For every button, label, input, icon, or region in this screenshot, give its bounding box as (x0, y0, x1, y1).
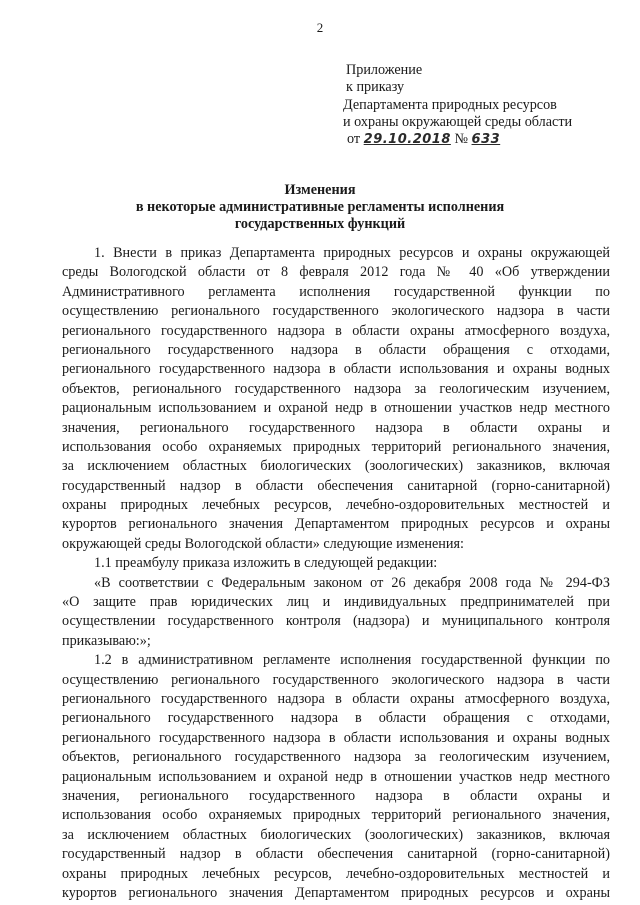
body-line: Административного регламента исполнения государственной функции по (62, 283, 610, 300)
body-line: за исключением областных биологических (зоологических) заказников, включая (62, 826, 610, 843)
document-body (62, 244, 610, 903)
body-line: объектов, регионального государственного надзора за геологическим изучением, (62, 749, 610, 766)
body-line: использования особо охраняемых природных территорий регионального значения, (62, 438, 610, 455)
body-line: объектов, регионального государственного надзора за геологическим изучением, (62, 380, 610, 397)
title-line: в некоторые административные регламенты исполнения (135, 199, 505, 215)
body-line: осуществлению регионального государственного экологического надзора в части (62, 671, 610, 688)
body-line: регионального государственного надзора в области охраны атмосферного воздуха, (62, 690, 610, 707)
body-line: среды Вологодской области от 8 февраля 2012 года № 40 «Об утверждении (62, 264, 610, 281)
body-line: курортов регионального значения Департаментом природных ресурсов и охраны (62, 516, 610, 533)
body-line: приказываю:»; (62, 632, 151, 649)
order-date: 29.10.2018 (363, 132, 451, 148)
order-date-line (343, 131, 633, 148)
body-line: регионального государственного надзора в области использования и охраны водных (62, 361, 610, 378)
appendix-line: Департамента природных ресурсов (343, 96, 557, 113)
body-line: охраны природных лечебных ресурсов, лечебно-оздоровительных местностей и (62, 865, 610, 882)
order-number: 633 (471, 132, 501, 148)
body-line: регионального государственного надзора в области использования и охраны водных (62, 729, 610, 746)
body-line: государственный надзор в области обеспечения санитарной (горно-санитарной) (62, 477, 610, 494)
appendix-line: к приказу (346, 79, 405, 96)
body-line: использования особо охраняемых природных территорий регионального значения, (62, 807, 610, 824)
number-sign: № (454, 131, 468, 148)
body-line: осуществлении государственного контроля (надзора) и муниципального контроля (62, 613, 610, 630)
body-line: осуществлению регионального государственного экологического надзора в части (62, 303, 610, 320)
body-line: «В соответствии с Федеральным законом от 26 декабря 2008 года № 294-ФЗ (94, 574, 610, 591)
body-line: охраны природных лечебных ресурсов, лечебно-оздоровительных местностей и (62, 497, 610, 514)
body-line: регионального государственного надзора в области охраны атмосферного воздуха, (62, 322, 610, 339)
body-line: 1.2 в административном регламенте исполнения государственной функции по (94, 652, 610, 669)
body-line: 1.1 преамбулу приказа изложить в следующей редакции: (94, 555, 438, 572)
body-line: курортов регионального значения Департаментом природных ресурсов и охраны (62, 884, 610, 901)
body-line: рациональным использованием и охраной недр в отношении участков недр местного (62, 768, 610, 785)
title-line: Изменения (284, 182, 356, 198)
body-line: 1. Внести в приказ Департамента природных ресурсов и охраны окружающей (94, 245, 610, 261)
body-line: рациональным использованием и охраной недр в отношении участков недр местного (62, 400, 610, 417)
body-line: «О защите прав юридических лиц и индивидуальных предпринимателей при (62, 594, 610, 611)
document-title (0, 182, 640, 233)
body-line: за исключением областных биологических (зоологических) заказников, включая (62, 458, 610, 475)
body-line: регионального государственного надзора в области обращения с отходами, (62, 710, 610, 727)
appendix-line: и охраны окружающей среды области (343, 113, 573, 130)
appendix-line: Приложение (346, 62, 423, 78)
body-line: значения, регионального государственного надзора в области охраны и (62, 419, 610, 436)
page-number: 2 (316, 20, 324, 35)
body-line: государственный надзор в области обеспечения санитарной (горно-санитарной) (62, 846, 610, 863)
date-prefix: от (347, 131, 361, 148)
appendix-header (343, 62, 633, 148)
body-line: регионального государственного надзора в области обращения с отходами, (62, 341, 610, 358)
body-line: значения, регионального государственного надзора в области охраны и (62, 787, 610, 804)
title-line: государственных функций (234, 216, 406, 232)
body-line: окружающей среды Вологодской области» следующие изменения: (62, 535, 464, 552)
